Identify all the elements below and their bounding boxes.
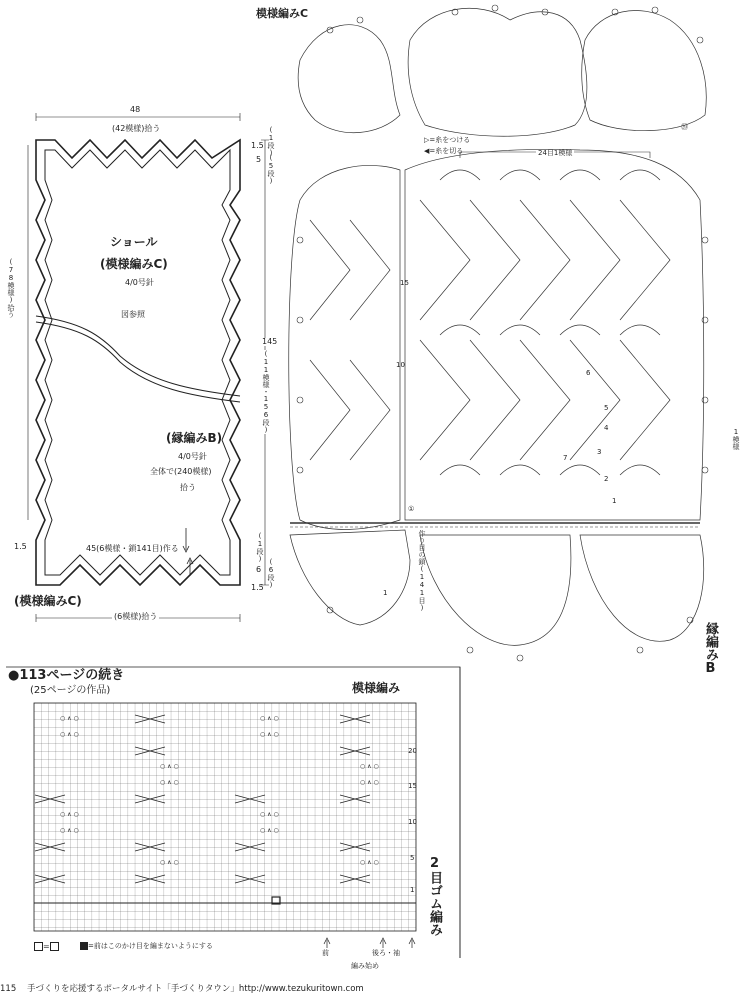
svg-text:○ ∧ ○: ○ ∧ ○ xyxy=(260,715,279,722)
repeat-label: 24目1模様 xyxy=(538,149,573,157)
svg-text:○ ∧ ○: ○ ∧ ○ xyxy=(60,811,79,818)
svg-text:○ ∧ ○: ○ ∧ ○ xyxy=(60,731,79,738)
shawl-ref: 図参照 xyxy=(121,310,145,319)
page-number: 115 xyxy=(0,984,17,994)
label-front: 前 xyxy=(322,949,329,957)
footer-text[interactable]: 手づくりを応援するポータルサイト「手づくりタウン」http://www.tezukuritown.com xyxy=(26,984,364,994)
continuation-title: ●113ページの続き xyxy=(8,668,125,683)
border-name: (縁編みB) xyxy=(166,431,223,445)
chart-row-10: 10 xyxy=(408,818,417,826)
dim-left-bottom: 1.5 xyxy=(14,542,27,551)
border-needle: 4/0号針 xyxy=(178,452,207,461)
row-6: 6 xyxy=(586,369,591,377)
svg-text:○ ∧ ○: ○ ∧ ○ xyxy=(160,763,179,770)
legend-blank: = xyxy=(34,942,59,951)
svg-text:○ ∧ ○: ○ ∧ ○ xyxy=(360,779,379,786)
dim-br-6: 6 xyxy=(256,565,262,574)
label-start: 編み始め xyxy=(351,962,379,970)
shawl-name: ショール xyxy=(110,235,158,249)
legend-attach: ▷=糸をつける xyxy=(424,136,471,144)
shawl-height: 145 xyxy=(262,337,278,346)
chart-row-5: 5 xyxy=(410,854,415,862)
svg-text:○ ∧ ○: ○ ∧ ○ xyxy=(360,859,379,866)
start-mark: ① xyxy=(408,505,415,513)
edging-b-label: 縁編みB xyxy=(703,622,718,676)
knit-chart-title: 模様編み xyxy=(352,681,401,695)
bottom-pick: (6模様)拾う xyxy=(114,612,158,621)
chart-row-15: 15 xyxy=(408,782,417,790)
legend-note: =前はこのかけ目を編まないようにする xyxy=(80,942,213,950)
dim-br-6-rows: (6段) xyxy=(267,558,275,589)
bottom-pattern: (模様編みC) xyxy=(14,594,82,608)
label-back: 後ろ・袖 xyxy=(372,949,400,957)
pattern-c-title: 模様編みC xyxy=(256,7,309,20)
shawl-left-pick: (78模様)拾う xyxy=(7,258,15,318)
dim-tr-rows-a: (1段) xyxy=(267,126,275,157)
legend-cut: ◀=糸を切る xyxy=(424,147,464,155)
continuation-sub: (25ページの作品) xyxy=(30,685,111,696)
svg-text:○ ∧ ○: ○ ∧ ○ xyxy=(60,827,79,834)
foundation-label: 作り目の鎖(141目) xyxy=(418,530,426,612)
end-mark: ⑳ xyxy=(681,123,688,131)
shawl-height-rows: (11模様・156段) xyxy=(262,350,270,434)
dim-tr-rows-b: (5段) xyxy=(267,154,275,185)
dim-tr-5: 5 xyxy=(256,155,262,164)
svg-text:○ ∧ ○: ○ ∧ ○ xyxy=(260,811,279,818)
row-1: 1 xyxy=(612,497,617,505)
row-3: 3 xyxy=(597,448,602,456)
chart-row-20: 20 xyxy=(408,747,417,755)
shawl-top-pick: (42模様)拾う xyxy=(112,124,161,133)
svg-text:○ ∧ ○: ○ ∧ ○ xyxy=(360,763,379,770)
svg-text:○ ∧ ○: ○ ∧ ○ xyxy=(60,715,79,722)
border-pick: 拾う xyxy=(180,483,196,492)
row-2: 2 xyxy=(604,475,609,483)
foundation-note: 45(6模様・鎖141目)作る xyxy=(86,544,179,553)
shawl-needle: 4/0号針 xyxy=(125,278,154,287)
svg-text:○ ∧ ○: ○ ∧ ○ xyxy=(160,779,179,786)
chart-row-1: 1 xyxy=(410,886,415,894)
svg-text:○ ∧ ○: ○ ∧ ○ xyxy=(260,827,279,834)
rib-label: 2目ゴム編み xyxy=(427,856,442,936)
shawl-width: 48 xyxy=(130,105,141,114)
one-pattern-label: 1模様 xyxy=(732,428,740,450)
row-10: 10 xyxy=(396,361,405,369)
page-footer xyxy=(0,982,364,994)
row-15: 15 xyxy=(400,279,409,287)
dim-br-1: (1段) xyxy=(256,532,264,563)
row-1b: 1 xyxy=(383,589,388,597)
svg-text:○ ∧ ○: ○ ∧ ○ xyxy=(260,731,279,738)
svg-text:○ ∧ ○: ○ ∧ ○ xyxy=(160,859,179,866)
row-4: 4 xyxy=(604,424,609,432)
dim-tr-1: 1.5 xyxy=(251,141,264,150)
border-total: 全体で(240模様) xyxy=(150,467,212,476)
dim-br-15: 1.5 xyxy=(251,583,264,592)
shawl-pattern: (模様編みC) xyxy=(100,257,168,271)
row-7: 7 xyxy=(563,454,568,462)
row-5: 5 xyxy=(604,404,609,412)
